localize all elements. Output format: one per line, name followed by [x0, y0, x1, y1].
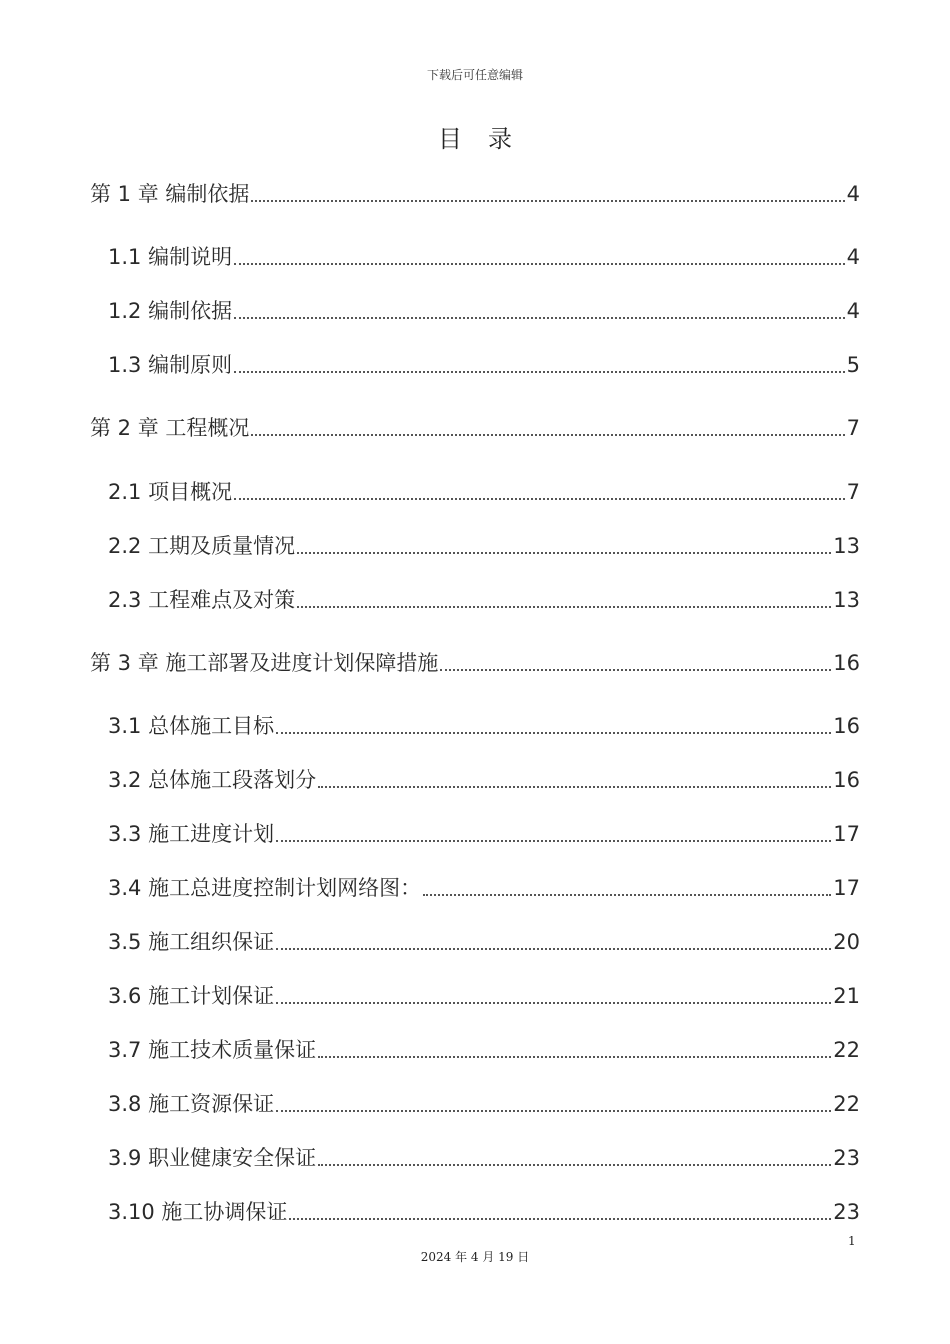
toc-entry-page: 5: [846, 353, 860, 377]
toc-dot-leader: [318, 1056, 831, 1058]
toc-section-entry[interactable]: [108, 873, 860, 903]
toc-entry-label: 3.9 职业健康安全保证: [108, 1146, 317, 1170]
toc-dot-leader: [234, 263, 845, 265]
toc-section-entry[interactable]: [108, 981, 860, 1011]
toc-section-entry[interactable]: [108, 531, 860, 561]
toc-entry-page: 13: [833, 534, 860, 558]
toc-entry-page: 17: [833, 822, 860, 846]
toc-entry-page: 16: [833, 714, 860, 738]
toc-entry-page: 16: [833, 651, 860, 675]
toc-entry-page: 7: [846, 416, 860, 440]
toc-dot-leader: [297, 606, 831, 608]
toc-entry-page: 21: [833, 984, 860, 1008]
toc-section-entry[interactable]: [108, 1035, 860, 1065]
toc-entry-label: 1.3 编制原则: [108, 353, 233, 377]
toc-dot-leader: [276, 1002, 831, 1004]
toc-section-entry[interactable]: [108, 585, 860, 615]
toc-entry-label: 1.2 编制依据: [108, 299, 233, 323]
toc-dot-leader: [251, 434, 844, 436]
toc-entry-page: 20: [833, 930, 860, 954]
toc-entry-page: 4: [846, 182, 860, 206]
toc-entry-label: 3.5 施工组织保证: [108, 930, 275, 954]
toc-entry-label: 3.6 施工计划保证: [108, 984, 275, 1008]
toc-entry-page: 13: [833, 588, 860, 612]
toc-section-entry[interactable]: [108, 350, 860, 380]
toc-entry-page: 17: [833, 876, 860, 900]
toc-section-entry[interactable]: [108, 296, 860, 326]
toc-dot-leader: [251, 200, 844, 202]
toc-entry-label: 2.1 项目概况: [108, 480, 233, 504]
toc-dot-leader: [289, 1218, 831, 1220]
toc-entry-label: 1.1 编制说明: [108, 245, 233, 269]
toc-dot-leader: [297, 552, 831, 554]
toc-entry-label: 第 1 章 编制依据: [90, 182, 250, 206]
toc-dot-leader: [234, 498, 845, 500]
toc-dot-leader: [276, 948, 831, 950]
toc-entry-page: 4: [846, 299, 860, 323]
toc-section-entry[interactable]: [108, 711, 860, 741]
toc-section-entry[interactable]: [108, 242, 860, 272]
toc-section-entry[interactable]: [108, 1089, 860, 1119]
toc-entry-page: 23: [833, 1146, 860, 1170]
toc-entry-page: 22: [833, 1092, 860, 1116]
toc-entry-label: 第 3 章 施工部署及进度计划保障措施: [90, 651, 439, 675]
toc-chapter-entry[interactable]: [90, 179, 860, 209]
toc-section-entry[interactable]: [108, 765, 860, 795]
toc-dot-leader: [276, 1110, 831, 1112]
toc-entry-page: 16: [833, 768, 860, 792]
toc-dot-leader: [276, 840, 831, 842]
page-number: 1: [848, 1234, 856, 1248]
toc-section-entry[interactable]: [108, 1143, 860, 1173]
toc-dot-leader: [318, 786, 831, 788]
toc-entry-label: 3.3 施工进度计划: [108, 822, 275, 846]
toc-dot-leader: [318, 1164, 831, 1166]
toc-dot-leader: [276, 732, 831, 734]
toc-chapter-entry[interactable]: [90, 648, 860, 678]
toc-entry-label: 2.3 工程难点及对策: [108, 588, 296, 612]
toc-title: 目录: [438, 125, 538, 153]
toc-section-entry[interactable]: [108, 1197, 860, 1227]
toc-entry-page: 22: [833, 1038, 860, 1062]
toc-entry-page: 4: [846, 245, 860, 269]
toc-section-entry[interactable]: [108, 927, 860, 957]
toc-entry-label: 3.4 施工总进度控制计划网络图：: [108, 876, 422, 900]
toc-dot-leader: [440, 669, 831, 671]
toc-section-entry[interactable]: [108, 477, 860, 507]
toc-entry-label: 3.10 施工协调保证: [108, 1200, 288, 1224]
toc-dot-leader: [234, 317, 845, 319]
toc-entry-page: 7: [846, 480, 860, 504]
toc-entry-label: 3.7 施工技术质量保证: [108, 1038, 317, 1062]
toc-dot-leader: [423, 894, 831, 896]
toc-entry-label: 3.8 施工资源保证: [108, 1092, 275, 1116]
toc-section-entry[interactable]: [108, 819, 860, 849]
toc-entry-label: 2.2 工期及质量情况: [108, 534, 296, 558]
toc-entry-label: 3.1 总体施工目标: [108, 714, 275, 738]
toc-entry-label: 第 2 章 工程概况: [90, 416, 250, 440]
toc-entry-page: 23: [833, 1200, 860, 1224]
toc-entry-label: 3.2 总体施工段落划分: [108, 768, 317, 792]
toc-chapter-entry[interactable]: [90, 413, 860, 443]
header-note: 下载后可任意编辑: [426, 68, 523, 82]
footer-date: 2024 年 4 月 19 日: [420, 1250, 530, 1264]
toc-dot-leader: [234, 371, 845, 373]
